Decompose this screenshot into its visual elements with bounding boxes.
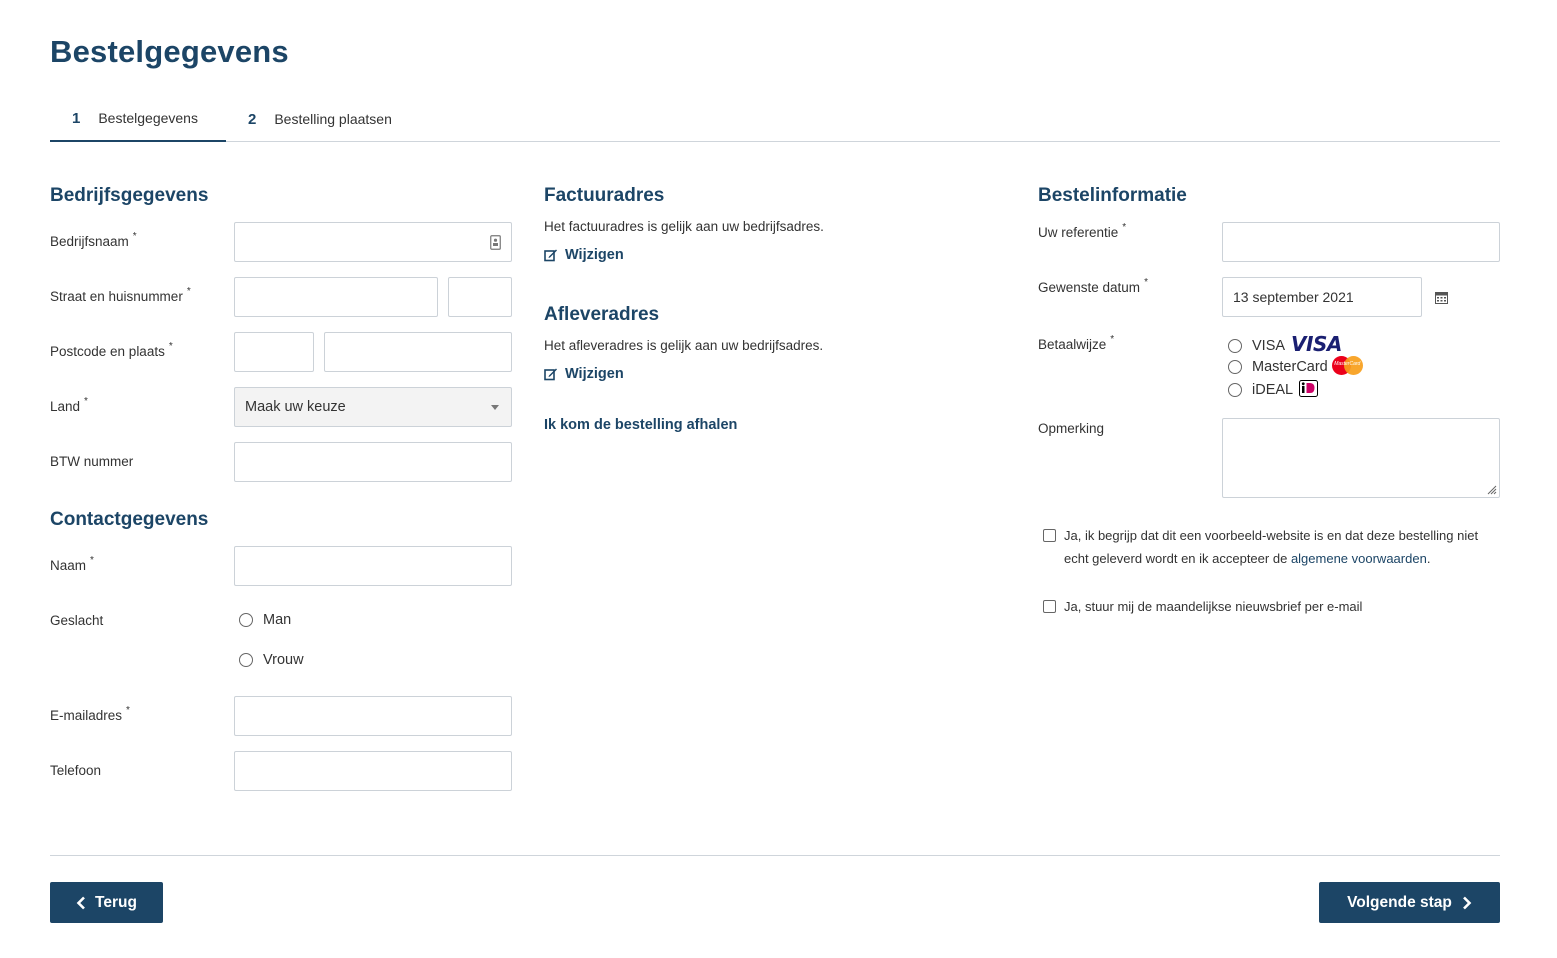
radio-label: iDEAL xyxy=(1252,382,1294,398)
edit-label: Wijzigen xyxy=(565,247,624,263)
ideal-logo-icon xyxy=(1299,380,1318,397)
contact-card-icon xyxy=(490,235,501,250)
chevron-down-icon xyxy=(491,405,499,410)
step-tabs xyxy=(50,96,1500,142)
next-button-label: Volgende stap xyxy=(1347,893,1452,911)
contact-name-label: Naam * xyxy=(50,555,94,573)
footer-divider xyxy=(50,855,1500,856)
chevron-right-icon xyxy=(1462,896,1472,910)
gender-label: Geslacht xyxy=(50,613,104,628)
edit-icon xyxy=(544,367,558,381)
date-value: 13 september 2021 xyxy=(1233,289,1354,305)
country-label: Land * xyxy=(50,396,88,414)
reference-label: Uw referentie * xyxy=(1038,222,1127,240)
orderinfo-heading: Bestelinformatie xyxy=(1038,185,1187,206)
company-name-input[interactable] xyxy=(234,222,512,262)
radio-button[interactable] xyxy=(239,653,253,667)
date-input[interactable] xyxy=(1222,277,1422,317)
step-1-tab[interactable] xyxy=(50,96,226,142)
phone-label: Telefoon xyxy=(50,763,102,778)
radio-label: Vrouw xyxy=(263,652,304,668)
country-select-value: Maak uw keuze xyxy=(245,399,346,415)
delivery-heading: Afleveradres xyxy=(544,304,660,325)
email-input[interactable] xyxy=(234,696,512,736)
gender-option-man[interactable] xyxy=(239,612,291,628)
visa-logo-icon: VISA xyxy=(1291,332,1342,356)
back-button[interactable] xyxy=(50,882,163,923)
city-input[interactable] xyxy=(324,332,512,372)
invoice-heading: Factuuradres xyxy=(544,185,665,206)
invoice-edit-link[interactable] xyxy=(544,247,624,263)
remark-label: Opmerking xyxy=(1038,421,1105,436)
payment-option-visa[interactable] xyxy=(1228,332,1342,356)
step-2-tab[interactable] xyxy=(248,96,392,142)
payment-option-ideal[interactable] xyxy=(1228,382,1318,398)
postcode-input[interactable] xyxy=(234,332,314,372)
step-number: 1 xyxy=(72,109,81,127)
country-select[interactable] xyxy=(234,387,512,427)
gender-option-vrouw[interactable] xyxy=(239,652,304,668)
postcode-label: Postcode en plaats * xyxy=(50,341,173,359)
edit-icon xyxy=(544,248,558,262)
payment-option-mastercard[interactable] xyxy=(1228,359,1363,375)
step-label: Bestelgegevens xyxy=(98,110,198,126)
pickup-link[interactable]: Ik kom de bestelling afhalen xyxy=(544,417,738,433)
chevron-left-icon xyxy=(76,896,86,910)
remark-textarea[interactable] xyxy=(1222,418,1500,498)
terms-link[interactable]: algemene voorwaarden xyxy=(1290,551,1427,566)
step-label: Bestelling plaatsen xyxy=(274,111,392,127)
radio-button[interactable] xyxy=(1228,360,1242,374)
contact-heading: Contactgegevens xyxy=(50,509,209,530)
back-button-label: Terug xyxy=(95,893,137,911)
resize-handle-icon[interactable] xyxy=(1485,483,1497,495)
radio-label: Man xyxy=(263,612,292,628)
delivery-text: Het afleveradres is gelijk aan uw bedrijfsadres. xyxy=(544,338,824,353)
contact-name-input[interactable] xyxy=(234,546,512,586)
payment-label: Betaalwijze * xyxy=(1038,334,1115,352)
invoice-text: Het factuuradres is gelijk aan uw bedrijfsadres. xyxy=(544,219,824,234)
step-number: 2 xyxy=(248,110,257,128)
delivery-edit-link[interactable] xyxy=(544,366,624,382)
company-name-label: Bedrijfsnaam * xyxy=(50,231,137,249)
street-input[interactable] xyxy=(234,277,438,317)
page-title: Bestelgegevens xyxy=(50,34,289,69)
vat-label: BTW nummer xyxy=(50,454,134,469)
street-label: Straat en huisnummer * xyxy=(50,286,191,304)
newsletter-checkbox[interactable] xyxy=(1043,600,1056,613)
newsletter-text: Ja, stuur mij de maandelijkse nieuwsbrief per e-mail xyxy=(1064,599,1363,614)
calendar-icon[interactable] xyxy=(1435,291,1448,304)
company-heading: Bedrijfsgegevens xyxy=(50,185,209,206)
mastercard-logo-icon: MasterCard xyxy=(1332,356,1363,375)
radio-button[interactable] xyxy=(1228,339,1242,353)
house-number-input[interactable] xyxy=(448,277,512,317)
next-step-button[interactable] xyxy=(1319,882,1500,923)
date-label: Gewenste datum * xyxy=(1038,277,1148,295)
phone-input[interactable] xyxy=(234,751,512,791)
terms-checkbox[interactable] xyxy=(1043,529,1056,542)
radio-button[interactable] xyxy=(239,613,253,627)
edit-label: Wijzigen xyxy=(565,366,624,382)
radio-button[interactable] xyxy=(1228,383,1242,397)
radio-label: MasterCard xyxy=(1252,359,1328,375)
terms-text: Ja, ik begrijp dat dit een voorbeeld-website is en dat deze bestelling niet echt geleverd wordt en ik accepteer de algemene voorwaarden. xyxy=(1064,528,1479,566)
radio-label: VISA xyxy=(1252,338,1286,354)
vat-input[interactable] xyxy=(234,442,512,482)
email-label: E-mailadres * xyxy=(50,705,130,723)
reference-input[interactable] xyxy=(1222,222,1500,262)
